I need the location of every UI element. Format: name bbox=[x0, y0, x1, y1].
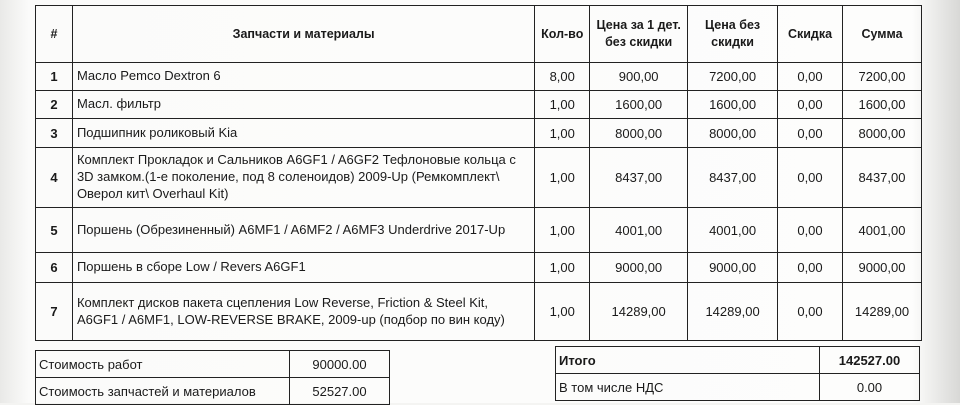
row-number: 4 bbox=[36, 148, 73, 208]
sum: 9000,00 bbox=[842, 253, 921, 283]
unit-price: 8437,00 bbox=[590, 148, 688, 208]
part-name: Комплект Прокладок и Сальников A6GF1 / A6GF2 Тефлоновые кольца с 3D замком.(1-е поколение, под 8 соленоидов) 2009-Up (Ремкомплект\ Оверол кит\ Overhaul Kit) bbox=[72, 148, 534, 208]
discount: 0,00 bbox=[778, 148, 843, 208]
total-table bbox=[555, 346, 920, 401]
discount: 0,00 bbox=[778, 91, 843, 119]
price: 4001,00 bbox=[688, 208, 778, 253]
unit-price: 4001,00 bbox=[590, 208, 688, 253]
header-qty: Кол-во bbox=[535, 6, 590, 63]
unit-price: 9000,00 bbox=[590, 253, 688, 283]
summary-value: 52527.00 bbox=[290, 378, 390, 405]
price: 14289,00 bbox=[688, 283, 778, 341]
row-number: 2 bbox=[36, 91, 73, 119]
discount: 0,00 bbox=[778, 208, 843, 253]
discount: 0,00 bbox=[778, 63, 843, 91]
unit-price: 900,00 bbox=[590, 63, 688, 91]
quantity: 1,00 bbox=[535, 119, 590, 148]
part-name: Масл. фильтр bbox=[72, 91, 534, 119]
header-sum: Сумма bbox=[842, 6, 921, 63]
sum: 14289,00 bbox=[842, 283, 921, 341]
row-number: 1 bbox=[36, 63, 73, 91]
row-number: 6 bbox=[36, 253, 73, 283]
table-row bbox=[36, 91, 922, 119]
sum: 4001,00 bbox=[842, 208, 921, 253]
table-header-row bbox=[36, 6, 922, 63]
header-parts: Запчасти и материалы bbox=[72, 6, 534, 63]
header-discount: Скидка bbox=[778, 6, 843, 63]
quantity: 1,00 bbox=[535, 253, 590, 283]
row-number: 7 bbox=[36, 283, 73, 341]
summary-value: 90000.00 bbox=[290, 351, 390, 378]
part-name: Комплект дисков пакета сцепления Low Reverse, Friction & Steel Kit, A6GF1 / A6MF1, LOW-REVERSE BRAKE, 2009-up (подбор по вин коду) bbox=[72, 283, 534, 341]
sum: 8437,00 bbox=[842, 148, 921, 208]
table-row bbox=[36, 283, 922, 341]
total-label: Итого bbox=[556, 347, 820, 374]
vat-row bbox=[556, 374, 920, 401]
price: 1600,00 bbox=[688, 91, 778, 119]
table-row bbox=[36, 253, 922, 283]
price: 9000,00 bbox=[688, 253, 778, 283]
price: 8000,00 bbox=[688, 119, 778, 148]
discount: 0,00 bbox=[778, 283, 843, 341]
cost-summary-table bbox=[35, 350, 390, 405]
header-number: # bbox=[36, 6, 73, 63]
quantity: 1,00 bbox=[535, 148, 590, 208]
unit-price: 8000,00 bbox=[590, 119, 688, 148]
quantity: 8,00 bbox=[535, 63, 590, 91]
sum: 7200,00 bbox=[842, 63, 921, 91]
row-number: 5 bbox=[36, 208, 73, 253]
discount: 0,00 bbox=[778, 253, 843, 283]
summary-label: Стоимость работ bbox=[36, 351, 290, 378]
part-name: Подшипник роликовый Kia bbox=[72, 119, 534, 148]
unit-price: 1600,00 bbox=[590, 91, 688, 119]
sum: 8000,00 bbox=[842, 119, 921, 148]
row-number: 3 bbox=[36, 119, 73, 148]
sum: 1600,00 bbox=[842, 91, 921, 119]
summary-row bbox=[36, 351, 390, 378]
unit-price: 14289,00 bbox=[590, 283, 688, 341]
header-price: Цена без скидки bbox=[688, 6, 778, 63]
part-name: Масло Pemco Dextron 6 bbox=[72, 63, 534, 91]
summary-label: Стоимость запчастей и материалов bbox=[36, 378, 290, 405]
table-row bbox=[36, 208, 922, 253]
parts-table bbox=[35, 5, 922, 341]
summary-row bbox=[36, 378, 390, 405]
table-row bbox=[36, 63, 922, 91]
part-name: Поршень (Обрезиненный) A6MF1 / A6MF2 / A6MF3 Underdrive 2017-Up bbox=[72, 208, 534, 253]
quantity: 1,00 bbox=[535, 91, 590, 119]
price: 8437,00 bbox=[688, 148, 778, 208]
discount: 0,00 bbox=[778, 119, 843, 148]
vat-label: В том числе НДС bbox=[556, 374, 820, 401]
part-name: Поршень в сборе Low / Revers A6GF1 bbox=[72, 253, 534, 283]
table-row bbox=[36, 148, 922, 208]
quantity: 1,00 bbox=[535, 208, 590, 253]
vat-value: 0.00 bbox=[820, 374, 920, 401]
quantity: 1,00 bbox=[535, 283, 590, 341]
price: 7200,00 bbox=[688, 63, 778, 91]
total-value: 142527.00 bbox=[820, 347, 920, 374]
table-row bbox=[36, 119, 922, 148]
total-row bbox=[556, 347, 920, 374]
header-unit-price: Цена за 1 дет. без скидки bbox=[590, 6, 688, 63]
